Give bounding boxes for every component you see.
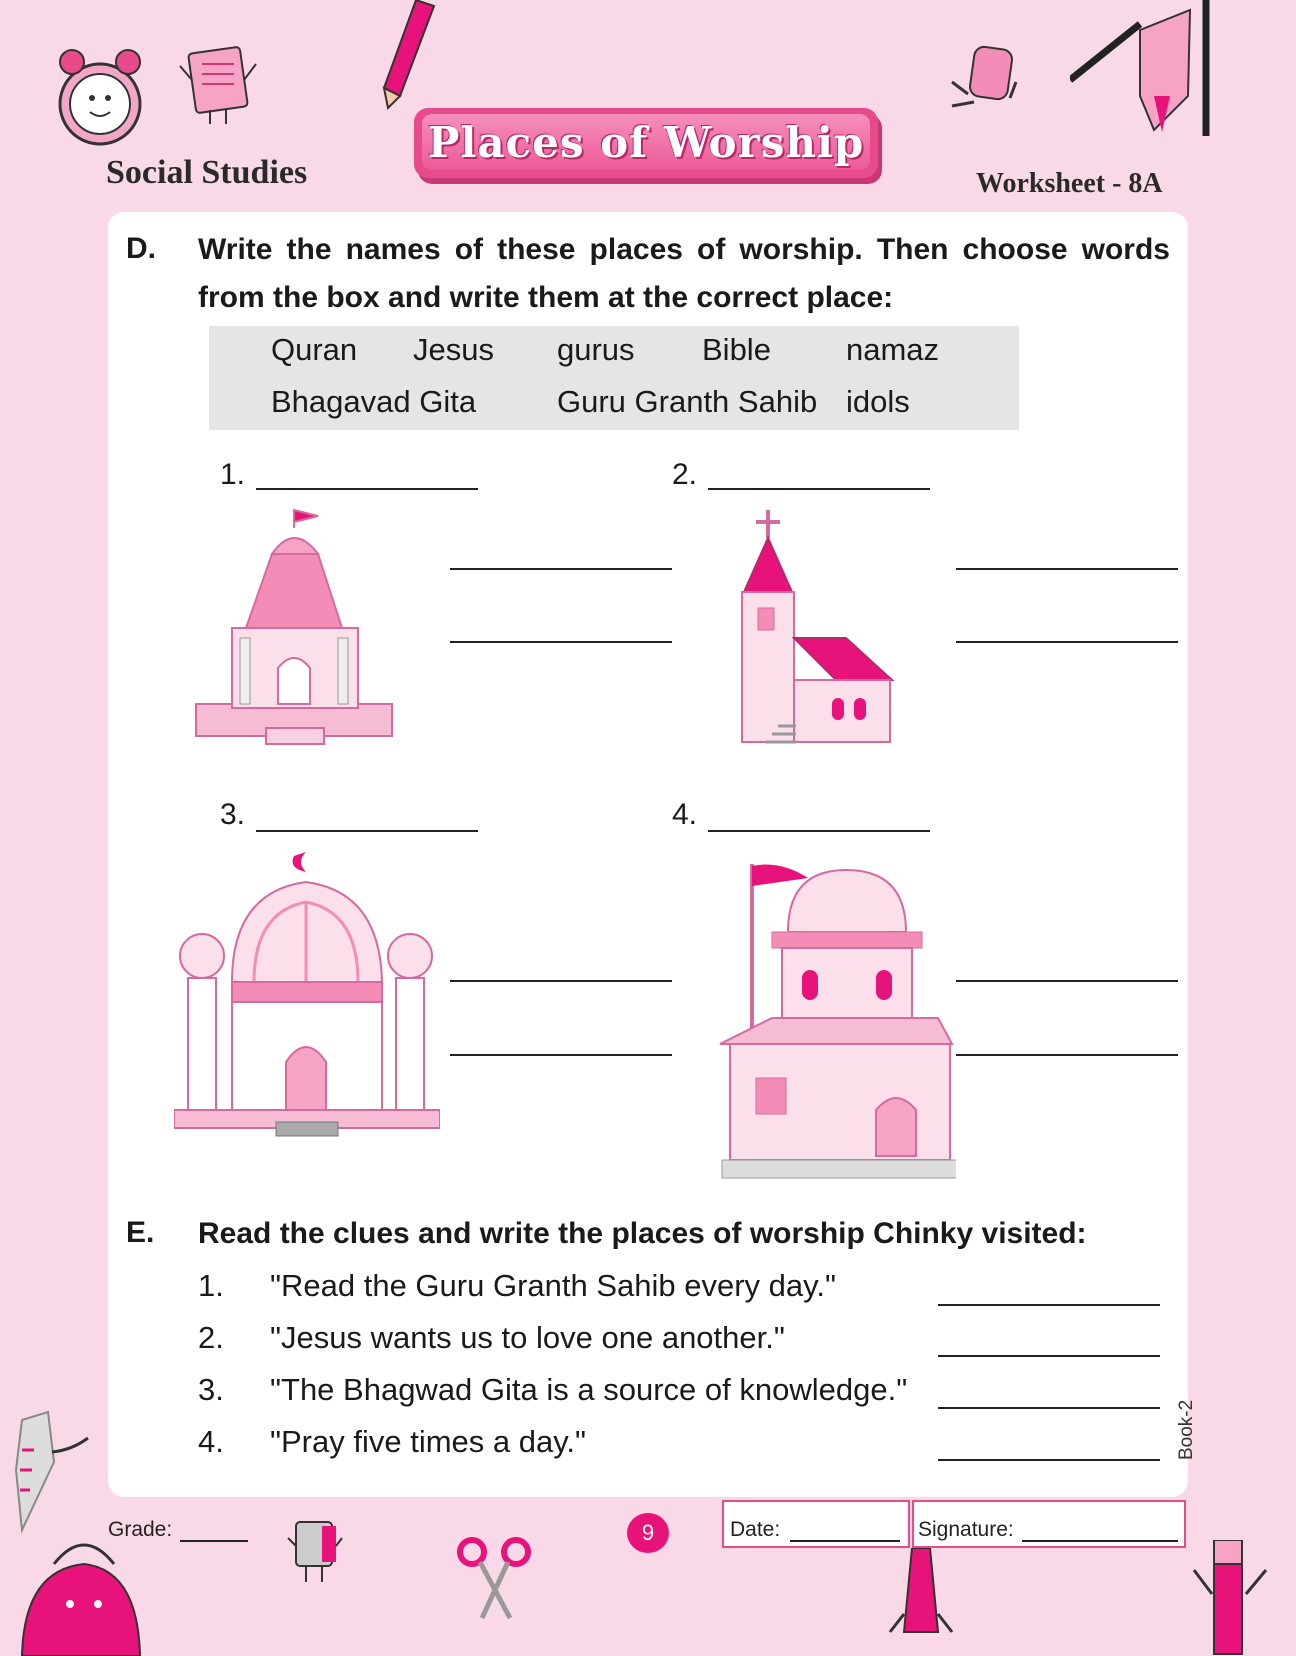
clue-2-text: "Jesus wants us to love one another."	[270, 1320, 785, 1355]
date-label: Date:	[730, 1518, 781, 1541]
word-box-item: gurus	[557, 332, 635, 367]
word-box-item: Guru Granth Sahib	[557, 384, 818, 419]
grade-label: Grade:	[108, 1518, 173, 1541]
eraser-character-illustration	[946, 42, 1026, 118]
pencil-character-illustration	[1190, 1540, 1270, 1656]
item-2-word-blank-2[interactable]	[956, 641, 1178, 643]
pencils-character-illustration	[1070, 0, 1210, 140]
signature-blank[interactable]	[1022, 1540, 1178, 1542]
item-3-name-blank[interactable]	[256, 830, 478, 832]
crayon-character-illustration	[886, 1548, 956, 1652]
word-box-item: namaz	[846, 332, 940, 367]
item-2-number: 2.	[672, 458, 698, 491]
clue-3-text: "The Bhagwad Gita is a source of knowledge."	[270, 1372, 908, 1407]
title-banner	[414, 108, 878, 178]
clue-1-text: "Read the Guru Granth Sahib every day."	[270, 1268, 836, 1303]
temple-illustration	[192, 508, 398, 748]
gurudwara-illustration	[716, 860, 956, 1182]
clue-1-number: 1.	[198, 1268, 224, 1303]
clue-4-answer-blank[interactable]	[938, 1459, 1160, 1461]
date-blank[interactable]	[790, 1540, 900, 1542]
signature-label: Signature:	[918, 1518, 1014, 1541]
item-2-name-blank[interactable]	[708, 488, 930, 490]
word-box-item: Bible	[702, 332, 771, 367]
item-3-number: 3.	[220, 798, 246, 831]
ruler-character-illustration	[8, 1410, 94, 1534]
page-number-badge: 9	[627, 1513, 669, 1553]
item-2-word-blank-1[interactable]	[956, 568, 1178, 570]
pencil-top-illustration	[370, 0, 440, 110]
item-1-word-blank-2[interactable]	[450, 641, 672, 643]
page-title: Places of Worship	[427, 117, 865, 167]
grade-blank[interactable]	[180, 1540, 248, 1542]
clue-3-answer-blank[interactable]	[938, 1407, 1160, 1409]
book-tag: Book-2	[1176, 1399, 1197, 1460]
item-3-word-blank-2[interactable]	[450, 1054, 672, 1056]
item-4-name-blank[interactable]	[708, 830, 930, 832]
section-d-instruction-line1: Write the names of these places of worship. Then choose words	[198, 233, 1170, 266]
church-illustration	[716, 508, 902, 754]
section-e-instruction: Read the clues and write the places of worship Chinky visited:	[198, 1217, 1087, 1250]
section-d-instruction-line2: from the box and write them at the correct place:	[198, 281, 894, 314]
word-box-item: Jesus	[413, 332, 494, 367]
word-box-item: Bhagavad Gita	[271, 384, 477, 419]
worksheet-label: Worksheet - 8A	[976, 168, 1163, 199]
clue-2-answer-blank[interactable]	[938, 1355, 1160, 1357]
alarm-clock-illustration	[50, 42, 150, 154]
clue-4-text: "Pray five times a day."	[270, 1424, 587, 1459]
word-box	[209, 326, 1019, 430]
scissors-illustration	[454, 1534, 534, 1620]
item-1-name-blank[interactable]	[256, 488, 478, 490]
signature-box	[912, 1500, 1186, 1548]
date-box	[722, 1500, 910, 1548]
word-box-item: idols	[846, 384, 910, 419]
item-1-number: 1.	[220, 458, 246, 491]
notebook-character-illustration	[172, 44, 262, 126]
backpack-character-illustration	[14, 1520, 154, 1656]
mosque-illustration	[174, 852, 440, 1140]
item-1-word-blank-1[interactable]	[450, 568, 672, 570]
subject-label: Social Studies	[106, 154, 308, 191]
clue-2-number: 2.	[198, 1320, 224, 1355]
item-4-number: 4.	[672, 798, 698, 831]
clue-3-number: 3.	[198, 1372, 224, 1407]
section-e-letter: E.	[126, 1216, 155, 1249]
sharpener-character-illustration	[282, 1516, 348, 1588]
clue-1-answer-blank[interactable]	[938, 1304, 1160, 1306]
item-4-word-blank-1[interactable]	[956, 980, 1178, 982]
clue-4-number: 4.	[198, 1424, 224, 1459]
section-d-letter: D.	[126, 232, 156, 265]
word-box-item: Quran	[271, 332, 358, 367]
item-4-word-blank-2[interactable]	[956, 1054, 1178, 1056]
item-3-word-blank-1[interactable]	[450, 980, 672, 982]
